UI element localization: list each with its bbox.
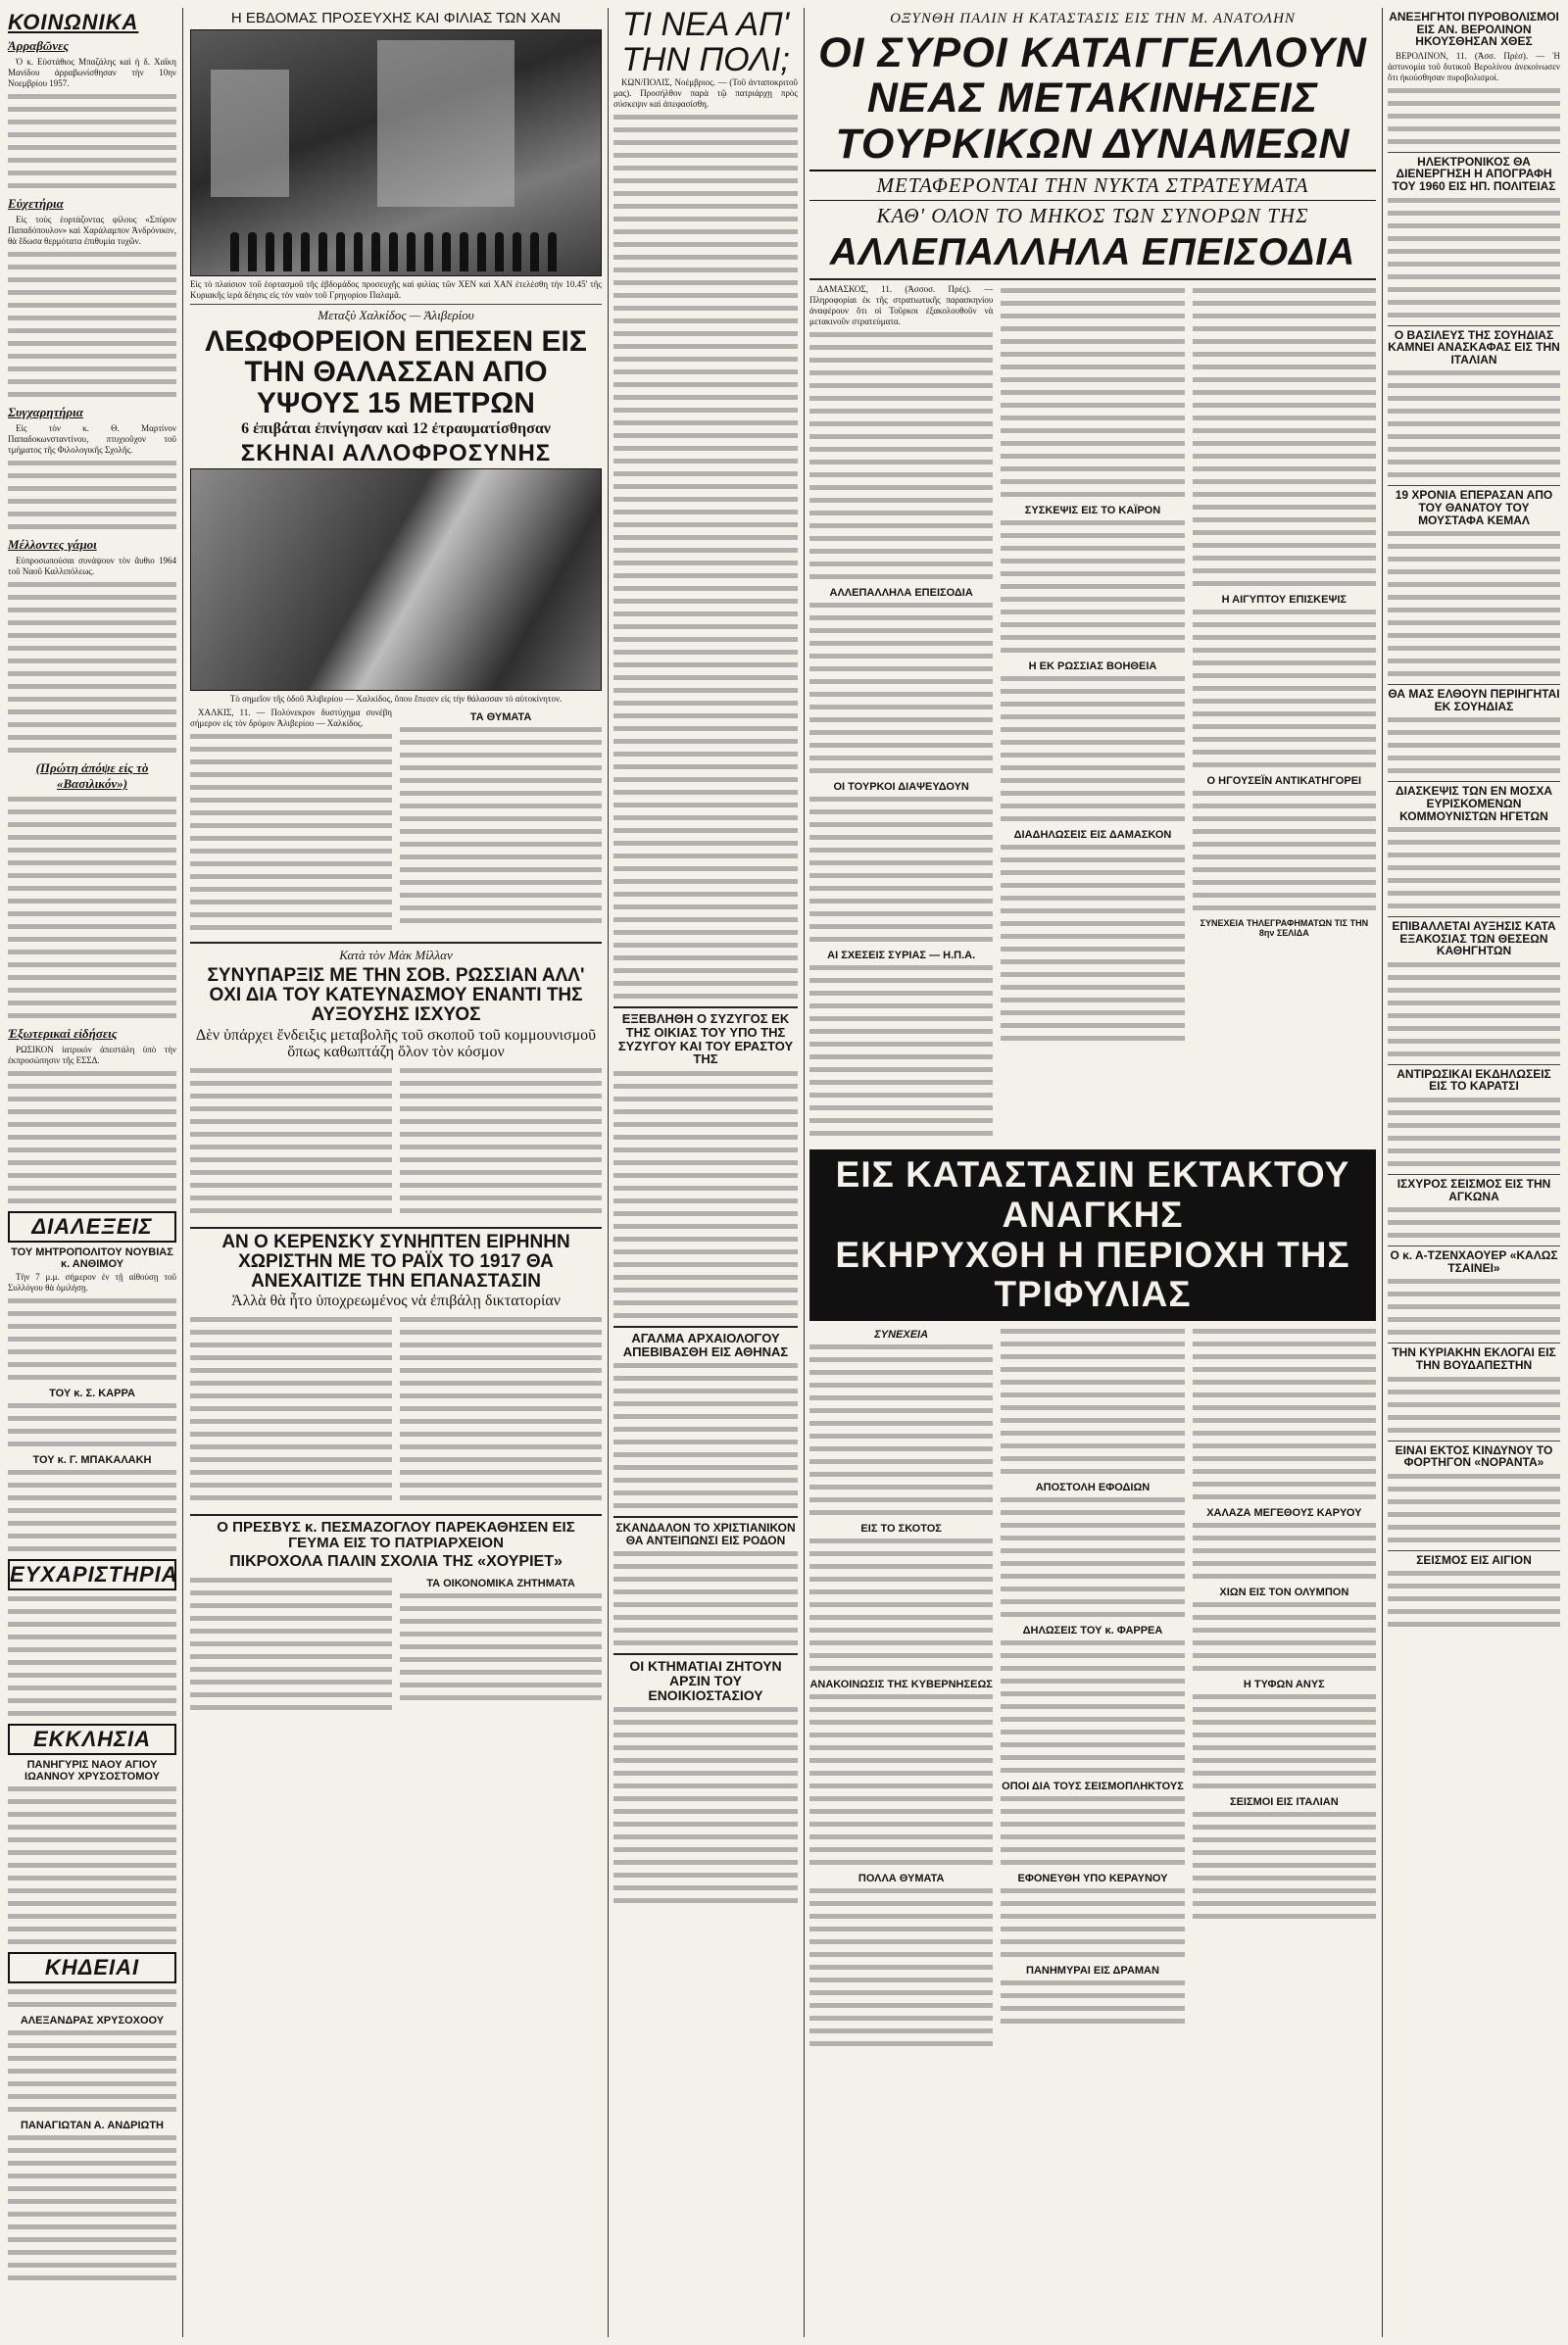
text-filler bbox=[8, 1594, 176, 1720]
story-headline: ΕΞΕΒΛΗΘΗ Ο ΣΥΖΥΓΟΣ ΕΚ ΤΗΣ ΟΙΚΙΑΣ ΤΟΥ ΥΠΟ ΤΗΣ ΣΥΖΥΓΟΥ ΚΑΙ ΤΟΥ ΕΡΑΣΤΟΥ ΤΗΣ bbox=[617, 1011, 794, 1067]
story-headline: ΑΝΤΙΡΩΣΙΚΑΙ ΕΚΔΗΛΩΣΕΙΣ ΕΙΣ ΤΟ ΚΑΡΑΤΣΙ bbox=[1396, 1066, 1551, 1094]
story-kicker: Κατὰ τὸν Μὰκ Μίλλαν bbox=[339, 948, 453, 963]
story-headline: ΛΕΩΦΟΡΕΙΟΝ ΕΠΕΣΕΝ ΕΙΣ ΤΗΝ ΘΑΛΑΣΣΑΝ ΑΠΟ ΥΨΟΥΣ 15 ΜΕΤΡΩΝ bbox=[205, 324, 587, 419]
story-headline: ΘΑ ΜΑΣ ΕΛΘΟΥΝ ΠΕΡΙΗΓΗΤΑΙ ΕΚ ΣΟΥΗΔΙΑΣ bbox=[1388, 687, 1560, 713]
main-subheadline: ΚΑΘ' ΟΛΟΝ ΤΟ ΜΗΚΟΣ ΤΩΝ ΣΥΝΟΡΩΝ ΤΗΣ bbox=[876, 204, 1309, 228]
section-title-thanks: ΕΥΧΑΡΙΣΤΗΡΙΑ bbox=[8, 1559, 176, 1590]
subsection-premiere: (Πρώτη ἀπόψε εἰς τὸ «Βασιλικόν») bbox=[35, 760, 149, 791]
main-body bbox=[809, 284, 1376, 1144]
story-headline: ΑΓΑΛΜΑ ΑΡΧΑΙΟΛΟΓΟΥ ΑΠΕΒΙΒΑΣΘΗ ΕΙΣ ΑΘΗΝΑΣ bbox=[622, 1330, 789, 1359]
text-filler bbox=[8, 459, 176, 533]
text-filler bbox=[8, 1468, 176, 1555]
story-headline-6: ΠΙΚΡΟΧΟΛΑ ΠΑΛΙΝ ΣΧΟΛΙΑ ΤΗΣ «ΧΟΥΡΙΕΤ» bbox=[229, 1552, 563, 1570]
story-headline-4: ΑΝ Ο ΚΕΡΕΝΣΚΥ ΣΥΝΗΠΤΕΝ ΕΙΡΗΝΗΝ ΧΩΡΙΣΤΗΝ ΜΕ ΤΟ ΡΑΪΧ ΤΟ 1917 ΘΑ ΑΝΕΧΑΙΤΙΖΕ ΤΗΝ ΕΠΑΝΑΣΤΑΣΙΝ bbox=[221, 1231, 570, 1292]
emergency-body bbox=[809, 1325, 1376, 2054]
article-text: ΡΩΣΙΚΟΝ ἰατρικόν ἀπεστάλη ὑπὸ τὴν ἐκπροσώπησιν τῆς ΕΣΣΔ. bbox=[8, 1045, 176, 1065]
church-heading: ΠΑΝΗΓΥΡΙΣ ΝΑΟΥ ΑΓΙΟΥ ΙΩΑΝΝΟΥ ΧΡΥΣΟΣΤΟΜΟΥ bbox=[24, 1759, 160, 1783]
section-title-istanbul: ΤΙ ΝΕΑ ΑΠ' ΤΗΝ ΠΟΛΙ; bbox=[621, 6, 790, 78]
section-title-koinonika: ΚΟΙΝΩΝΙΚΑ bbox=[8, 10, 139, 34]
column-istanbul bbox=[613, 8, 798, 1911]
story-subhead: ΔΙΑΔΗΛΩΣΕΙΣ ΕΙΣ ΔΑΜΑΣΚΟΝ bbox=[1013, 829, 1172, 842]
story-subhead: ΟΠΟΙ ΔΙΑ ΤΟΥΣ ΣΕΙΣΜΟΠΛΗΚΤΟΥΣ bbox=[1002, 1781, 1184, 1793]
story-headline: ΑΝΕΞΗΓΗΤΟΙ ΠΥΡΟΒΟΛΙΣΜΟΙ ΕΙΣ ΑΝ. ΒΕΡΟΛΙΝΟΝ ΗΚΟΥΣΘΗΣΑΝ ΧΘΕΣ bbox=[1389, 10, 1559, 49]
text-filler bbox=[8, 795, 176, 1022]
article-text: Εὐπροσωπούσαι συνάψουν τὸν ἄυθιο 1964 τοῦ Ναοῦ Καλλιπόλεως. bbox=[8, 556, 176, 576]
story-subhead: ΤΑ ΟΙΚΟΝΟΜΙΚΑ ΖΗΤΗΜΑΤΑ bbox=[426, 1577, 575, 1589]
story-subheadline: Δὲν ὑπάρχει ἔνδειξις μεταβολῆς τοῦ σκοποῦ τοῦ κομμουνισμοῦ ὅπως καθωπτάζη ὅλον τὸν κόσμον bbox=[195, 1027, 597, 1060]
lecture-heading: ΤΟΥ ΜΗΤΡΟΠΟΛΙΤΟΥ ΝΟΥΒΙΑΣ κ. ΑΝΘΙΜΟΥ bbox=[11, 1246, 173, 1270]
main-headline: ΟΙ ΣΥΡΟΙ ΚΑΤΑΓΓΕΛΛΟΥΝ ΝΕΑΣ ΜΕΤΑΚΙΝΗΣΕΙΣ ΤΟΥΡΚΙΚΩΝ ΔΥΝΑΜΕΩΝ bbox=[818, 29, 1367, 168]
article-text: Τὴν 7 μ.μ. σήμερον ἐν τῇ αἰθούσῃ τοῦ Συλλόγου θὰ ὁμιλήσῃ. bbox=[8, 1272, 176, 1293]
subsection-congratulations: Συγχαρητήρια bbox=[8, 405, 83, 419]
story-subhead: ΣΕΙΣΜΟΙ ΕΙΣ ΙΤΑΛΙΑΝ bbox=[1229, 1796, 1339, 1809]
story-subhead: ΧΙΩΝ ΕΙΣ ΤΟΝ ΟΛΥΜΠΟΝ bbox=[1219, 1587, 1349, 1599]
photo-caption: Εἰς τὸ πλαίσιον τοῦ ἑορτασμοῦ τῆς ἑβδομάδος προσευχῆς καὶ φιλίας τῶν ΧΕΝ καὶ ΧΑΝ ἐτελέσθη τὴν 10.45' τῆς Κυριακῆς ἱερὰ δέησις εἰς τὸν ναὸν τοῦ Γρηγορίου Παλαμᾶ. bbox=[190, 278, 602, 300]
main-subheadline: ΜΕΤΑΦΕΡΟΝΤΑΙ ΤΗΝ ΝΥΚΤΑ ΣΤΡΑΤΕΥΜΑΤΑ bbox=[809, 170, 1376, 201]
text-filler bbox=[8, 250, 176, 401]
newspaper-page bbox=[8, 8, 1560, 2337]
photo-title: Η ΕΒΔΟΜΑΣ ΠΡΟΣΕΥΧΗΣ ΚΑΙ ΦΙΛΙΑΣ ΤΩΝ ΧΑΝ bbox=[230, 10, 562, 26]
story-headline: ΔΙΑΣΚΕΨΙΣ ΤΩΝ ΕΝ ΜΟΣΧΑ ΕΥΡΙΣΚΟΜΕΝΩΝ ΚΟΜΜΟΥΝΙΣΤΩΝ ΗΓΕΤΩΝ bbox=[1395, 784, 1552, 823]
text-filler bbox=[8, 1296, 176, 1384]
main-overline: ΟΞΥΝΘΗ ΠΑΛΙΝ Η ΚΑΤΑΣΤΑΣΙΣ ΕΙΣ ΤΗΝ Μ. ΑΝΑΤΟΛΗΝ bbox=[890, 11, 1296, 26]
text-filler bbox=[613, 1705, 798, 1907]
column-stories bbox=[190, 8, 602, 1720]
lecture-heading: ΤΟΥ κ. Σ. ΚΑΡΡΑ bbox=[49, 1388, 135, 1399]
text-filler bbox=[8, 2133, 176, 2284]
continued-notice: ΣΥΝΕΧΕΙΑ ΤΗΛΕΓΡΑΦΗΜΑΤΩΝ ΤΙΣ ΤΗΝ 8ην ΣΕΛΙΔΑ bbox=[1200, 918, 1369, 939]
story-subhead: ΠΟΛΛΑ ΘΥΜΑΤΑ bbox=[858, 1873, 945, 1885]
subsection-wishes: Εὐχετήρια bbox=[8, 196, 64, 211]
story-subhead: ΕΙΣ ΤΟ ΣΚΟΤΟΣ bbox=[860, 1523, 942, 1536]
text-filler bbox=[8, 92, 176, 192]
main-subheadline-large: ΑΛΛΕΠΑΛΛΗΛΑ ΕΠΕΙΣΟΔΙΑ bbox=[829, 231, 1356, 274]
subsection-engagements: Ἀρραβῶνες bbox=[8, 38, 70, 53]
text-filler bbox=[8, 580, 176, 757]
story-subhead: ΟΙ ΤΟΥΡΚΟΙ ΔΙΑΨΕΥΔΟΥΝ bbox=[833, 781, 969, 794]
text-filler bbox=[8, 1401, 176, 1450]
story-kicker: Μεταξὺ Χαλκίδος — Ἀλιβερίου bbox=[318, 307, 474, 322]
column-rule bbox=[182, 8, 183, 2337]
photo-caption: Τὸ σημεῖον τῆς ὁδοῦ Ἀλιβερίου — Χαλκίδος, ὅπου ἔπεσεν εἰς τὴν θάλασσαν τὸ αὐτοκίνητον. bbox=[229, 694, 563, 705]
text-filler bbox=[613, 1069, 798, 1322]
text-filler bbox=[8, 1069, 176, 1207]
emergency-banner bbox=[809, 1149, 1376, 1321]
story-headline-5: Ο ΠΡΕΣΒΥΣ κ. ΠΕΣΜΑΖΟΓΛΟΥ ΠΑΡΕΚΑΘΗΣΕΝ ΕΙΣ ΓΕΥΜΑ ΕΙΣ ΤΟ ΠΑΤΡΙΑΡΧΕΙΟΝ bbox=[217, 1519, 575, 1551]
story-subhead: ΑΙ ΣΧΕΣΕΙΣ ΣΥΡΙΑΣ — Η.Π.Α. bbox=[827, 950, 976, 962]
story-subhead: ΔΗΛΩΣΕΙΣ ΤΟΥ κ. ΦΑΡΡΕΑ bbox=[1022, 1625, 1163, 1637]
story-headline: ΣΚΑΝΔΑΛΟΝ ΤΟ ΧΡΙΣΤΙΑΝΙΚΟΝ ΘΑ ΑΝΤΕΙΠΩΝΣΙ ΕΙΣ ΡΟΔΟΝ bbox=[615, 1521, 796, 1547]
subsection-weddings: Μέλλοντες γάμοι bbox=[8, 537, 97, 552]
story-headline-2: ΣΚΗΝΑΙ ΑΛΛΟΦΡΟΣΥΝΗΣ bbox=[240, 440, 552, 467]
story-headline: ΗΛΕΚΤΡΟΝΙΚΟΣ ΘΑ ΔΙΕΝΕΡΓΗΣΗ Η ΑΠΟΓΡΑΦΗ ΤΟΥ 1960 ΕΙΣ ΗΠ. ΠΟΛΙΤΕΙΑΣ bbox=[1392, 154, 1556, 193]
column-rule bbox=[1382, 8, 1383, 2337]
story-headline: ΕΙΝΑΙ ΕΚΤΟΣ ΚΙΝΔΥΝΟΥ ΤΟ ΦΟΡΤΗΓΟΝ «ΝΟΡΑΝΤΑ» bbox=[1395, 1442, 1553, 1470]
emergency-headline-line1: ΕΙΣ ΚΑΤΑΣΤΑΣΙΝ ΕΚΤΑΚΤΟΥ ΑΝΑΓΚΗΣ bbox=[835, 1154, 1350, 1235]
section-title-funerals: ΚΗΔΕΙΑΙ bbox=[8, 1952, 176, 1983]
story-headline: Ο ΒΑΣΙΛΕΥΣ ΤΗΣ ΣΟΥΗΔΙΑΣ ΚΑΜΝΕΙ ΑΝΑΣΚΑΦΑΣ ΕΙΣ ΤΗΝ ΙΤΑΛΙΑΝ bbox=[1388, 327, 1560, 366]
story-body bbox=[190, 708, 602, 938]
story-subhead: ΑΠΟΣΤΟΛΗ ΕΦΟΔΙΩΝ bbox=[1035, 1482, 1151, 1494]
funeral-heading: ΑΛΕΞΑΝΔΡΑΣ ΧΡΥΣΟΧΟΟΥ bbox=[20, 2015, 165, 2027]
story-subhead: ΧΑΛΑΖΑ ΜΕΓΕΘΟΥΣ ΚΑΡΥΟΥ bbox=[1206, 1507, 1362, 1520]
story-subhead: Ο ΗΓΟΥΣΕΪΝ ΑΝΤΙΚΑΤΗΓΟΡΕΙ bbox=[1206, 775, 1362, 788]
story-subhead: ΣΥΝΕΧΕΙΑ bbox=[874, 1329, 929, 1342]
article-text: Ὁ κ. Εὐστάθιος Μπαζάλης καὶ ἡ δ. Χαΐκη Μανίδου ἀρραβωνίσθησαν τὴν 10ην Νοεμβρίου 1957. bbox=[8, 57, 176, 88]
text-filler bbox=[8, 1784, 176, 1948]
column-rule bbox=[608, 8, 609, 2337]
text-filler bbox=[613, 113, 798, 1002]
story-subhead: ΤΑ ΘΥΜΑΤΑ bbox=[469, 711, 532, 724]
story-headline: ΤΗΝ ΚΥΡΙΑΚΗΝ ΕΚΛΟΓΑΙ ΕΙΣ ΤΗΝ ΒΟΥΔΑΠΕΣΤΗΝ bbox=[1392, 1345, 1556, 1373]
story-subheadline: Ἀλλὰ θὰ ἦτο ὑποχρεωμένος νὰ ἐπιβάλῃ δικτατορίαν bbox=[231, 1293, 561, 1310]
section-title-church: ΕΚΚΛΗΣΙΑ bbox=[8, 1724, 176, 1755]
column-world-news bbox=[1388, 8, 1560, 1635]
article-text: ΒΕΡΟΛΙΝΟΝ, 11. (Ἀσσ. Πρέσ). — Ἡ ἀστυνομία τοῦ δυτικοῦ Βερολίνου ἀνεκοίνωσεν ὅτι ἠκούσθησαν πυροβολισμοί. bbox=[1388, 50, 1560, 82]
group-photo bbox=[190, 29, 602, 276]
text-filler bbox=[8, 1987, 176, 2011]
lecture-heading: ΤΟΥ κ. Γ. ΜΠΑΚΑΛΑΚΗ bbox=[32, 1454, 152, 1466]
story-headline: ΕΠΙΒΑΛΛΕΤΑΙ ΑΥΞΗΣΙΣ ΚΑΤΑ ΕΞΑΚΟΣΙΑΣ ΤΩΝ ΘΕΣΕΩΝ ΚΑΘΗΓΗΤΩΝ bbox=[1392, 919, 1556, 958]
story-headline: ΣΕΙΣΜΟΣ ΕΙΣ ΑΙΓΙΟΝ bbox=[1416, 1552, 1532, 1567]
article-text: ΔΑΜΑΣΚΟΣ, 11. (Ἀσσοσ. Πρές). — Πληροφορίαι ἐκ τῆς στρατιωτικῆς παρασκηνίου ἀναφέρουν ὅτι οἱ Τοῦρκοι ἐξακολουθοῦν νὰ μετακινοῦν στρατεύματα. bbox=[809, 284, 994, 327]
article-text: Εἰς τὸν κ. Θ. Μαρτίνον Παπαδοκωνσταντίνου, πτυχιοῦχον τοῦ τμήματος τῆς Φιλολογικῆς Σχολῆς. bbox=[8, 423, 176, 455]
article-text: ΚΩΝ/ΠΟΛΙΣ, Νοέμβριος. — (Τοῦ ἀνταποκριτοῦ μας). Προσήλθον παρὰ τῷ πατριάρχῃ πρὸς σύσκεψιν καὶ ἀπεφασίσθη. bbox=[613, 77, 798, 110]
column-social bbox=[8, 8, 176, 2288]
text-filler bbox=[613, 1361, 798, 1512]
story-headline: Ο κ. Α-ΤΖΕΝΧΑΟΥΕΡ «ΚΑΛΩΣ ΤΣΑΙΝΕΙ» bbox=[1390, 1248, 1558, 1275]
story-subhead: Η ΕΚ ΡΩΣΣΙΑΣ ΒΟΗΘΕΙΑ bbox=[1028, 660, 1157, 673]
emergency-headline-line2: ΕΚΗΡΥΧΘΗ Η ΠΕΡΙΟΧΗ ΤΗΣ ΤΡΙΦΥΛΙΑΣ bbox=[835, 1234, 1350, 1315]
story-subhead: ΑΝΑΚΟΙΝΩΣΙΣ ΤΗΣ ΚΥΒΕΡΝΗΣΕΩΣ bbox=[809, 1679, 993, 1691]
story-subhead: Η ΑΙΓΥΠΤΟΥ ΕΠΙΣΚΕΨΙΣ bbox=[1221, 594, 1348, 607]
column-rule bbox=[804, 8, 805, 2337]
story-headline: 19 ΧΡΟΝΙΑ ΕΠΕΡΑΣΑΝ ΑΠΟ ΤΟΥ ΘΑΝΑΤΟΥ ΤΟΥ ΜΟΥΣΤΑΦΑ ΚΕΜΑΛ bbox=[1395, 488, 1553, 527]
subsection-foreign-news: Ἐξωτερικαὶ εἰδήσεις bbox=[8, 1026, 118, 1041]
accident-photo bbox=[190, 468, 602, 691]
story-headline-3: ΣΥΝΥΠΑΡΞΙΣ ΜΕ ΤΗΝ ΣΟΒ. ΡΩΣΣΙΑΝ ΑΛΛ' ΟΧΙ ΔΙΑ ΤΟΥ ΚΑΤΕΥΝΑΣΜΟΥ ΕΝΑΝΤΙ ΤΗΣ ΑΥΞΟΥΣΗΣ ΙΣΧΥΟΣ bbox=[207, 965, 585, 1026]
text-filler bbox=[613, 1549, 798, 1649]
section-title-lectures: ΔΙΑΛΕΞΕΙΣ bbox=[8, 1211, 176, 1243]
story-headline: ΟΙ ΚΤΗΜΑΤΙΑΙ ΖΗΤΟΥΝ ΑΡΣΙΝ ΤΟΥ ΕΝΟΙΚΙΟΣΤΑΣΙΟΥ bbox=[629, 1658, 782, 1703]
story-subheadline: 6 ἐπιβάται ἐπνίγησαν καὶ 12 ἐτραυματίσθησαν bbox=[241, 420, 551, 438]
story-subhead: ΣΥΣΚΕΨΙΣ ΕΙΣ ΤΟ ΚΑΪΡΟΝ bbox=[1024, 505, 1161, 517]
funeral-heading: ΠΑΝΑΓΙΩΤΑΝ Α. ΑΝΔΡΙΩΤΗ bbox=[20, 2120, 165, 2131]
text-filler bbox=[8, 2028, 176, 2116]
story-subhead: ΠΑΝΗΜΥΡΑΙ ΕΙΣ ΔΡΑΜΑΝ bbox=[1026, 1965, 1159, 1978]
story-headline: ΙΣΧΥΡΟΣ ΣΕΙΣΜΟΣ ΕΙΣ ΤΗΝ ΑΓΚΩΝΑ bbox=[1396, 1177, 1551, 1203]
column-middle-east bbox=[809, 8, 1376, 2054]
article-text: ΧΑΛΚΙΣ, 11. — Πολύνεκρον δυστύχημα συνέβη σήμερον εἰς τὸν δρόμον Ἀλιβερίου — Χαλκίδος. bbox=[190, 708, 392, 729]
story-subhead: ΑΛΛΕΠΑΛΛΗΛΑ ΕΠΕΙΣΟΔΙΑ bbox=[829, 587, 973, 600]
story-subhead: ΕΦΟΝΕΥΘΗ ΥΠΟ ΚΕΡΑΥΝΟΥ bbox=[1017, 1873, 1168, 1885]
article-text: Εἰς τοὺς ἑορτάζοντας φίλους «Σπύρον Παπαδόπουλον» καὶ Χαράλαμπον Ἀνδρόνικον, θὰ ἔδωσα θερμότατα ἐπιθυμία τυχῶν. bbox=[8, 215, 176, 246]
story-subhead: Η ΤΥΦΩΝ ΑΝΥΣ bbox=[1243, 1679, 1325, 1691]
